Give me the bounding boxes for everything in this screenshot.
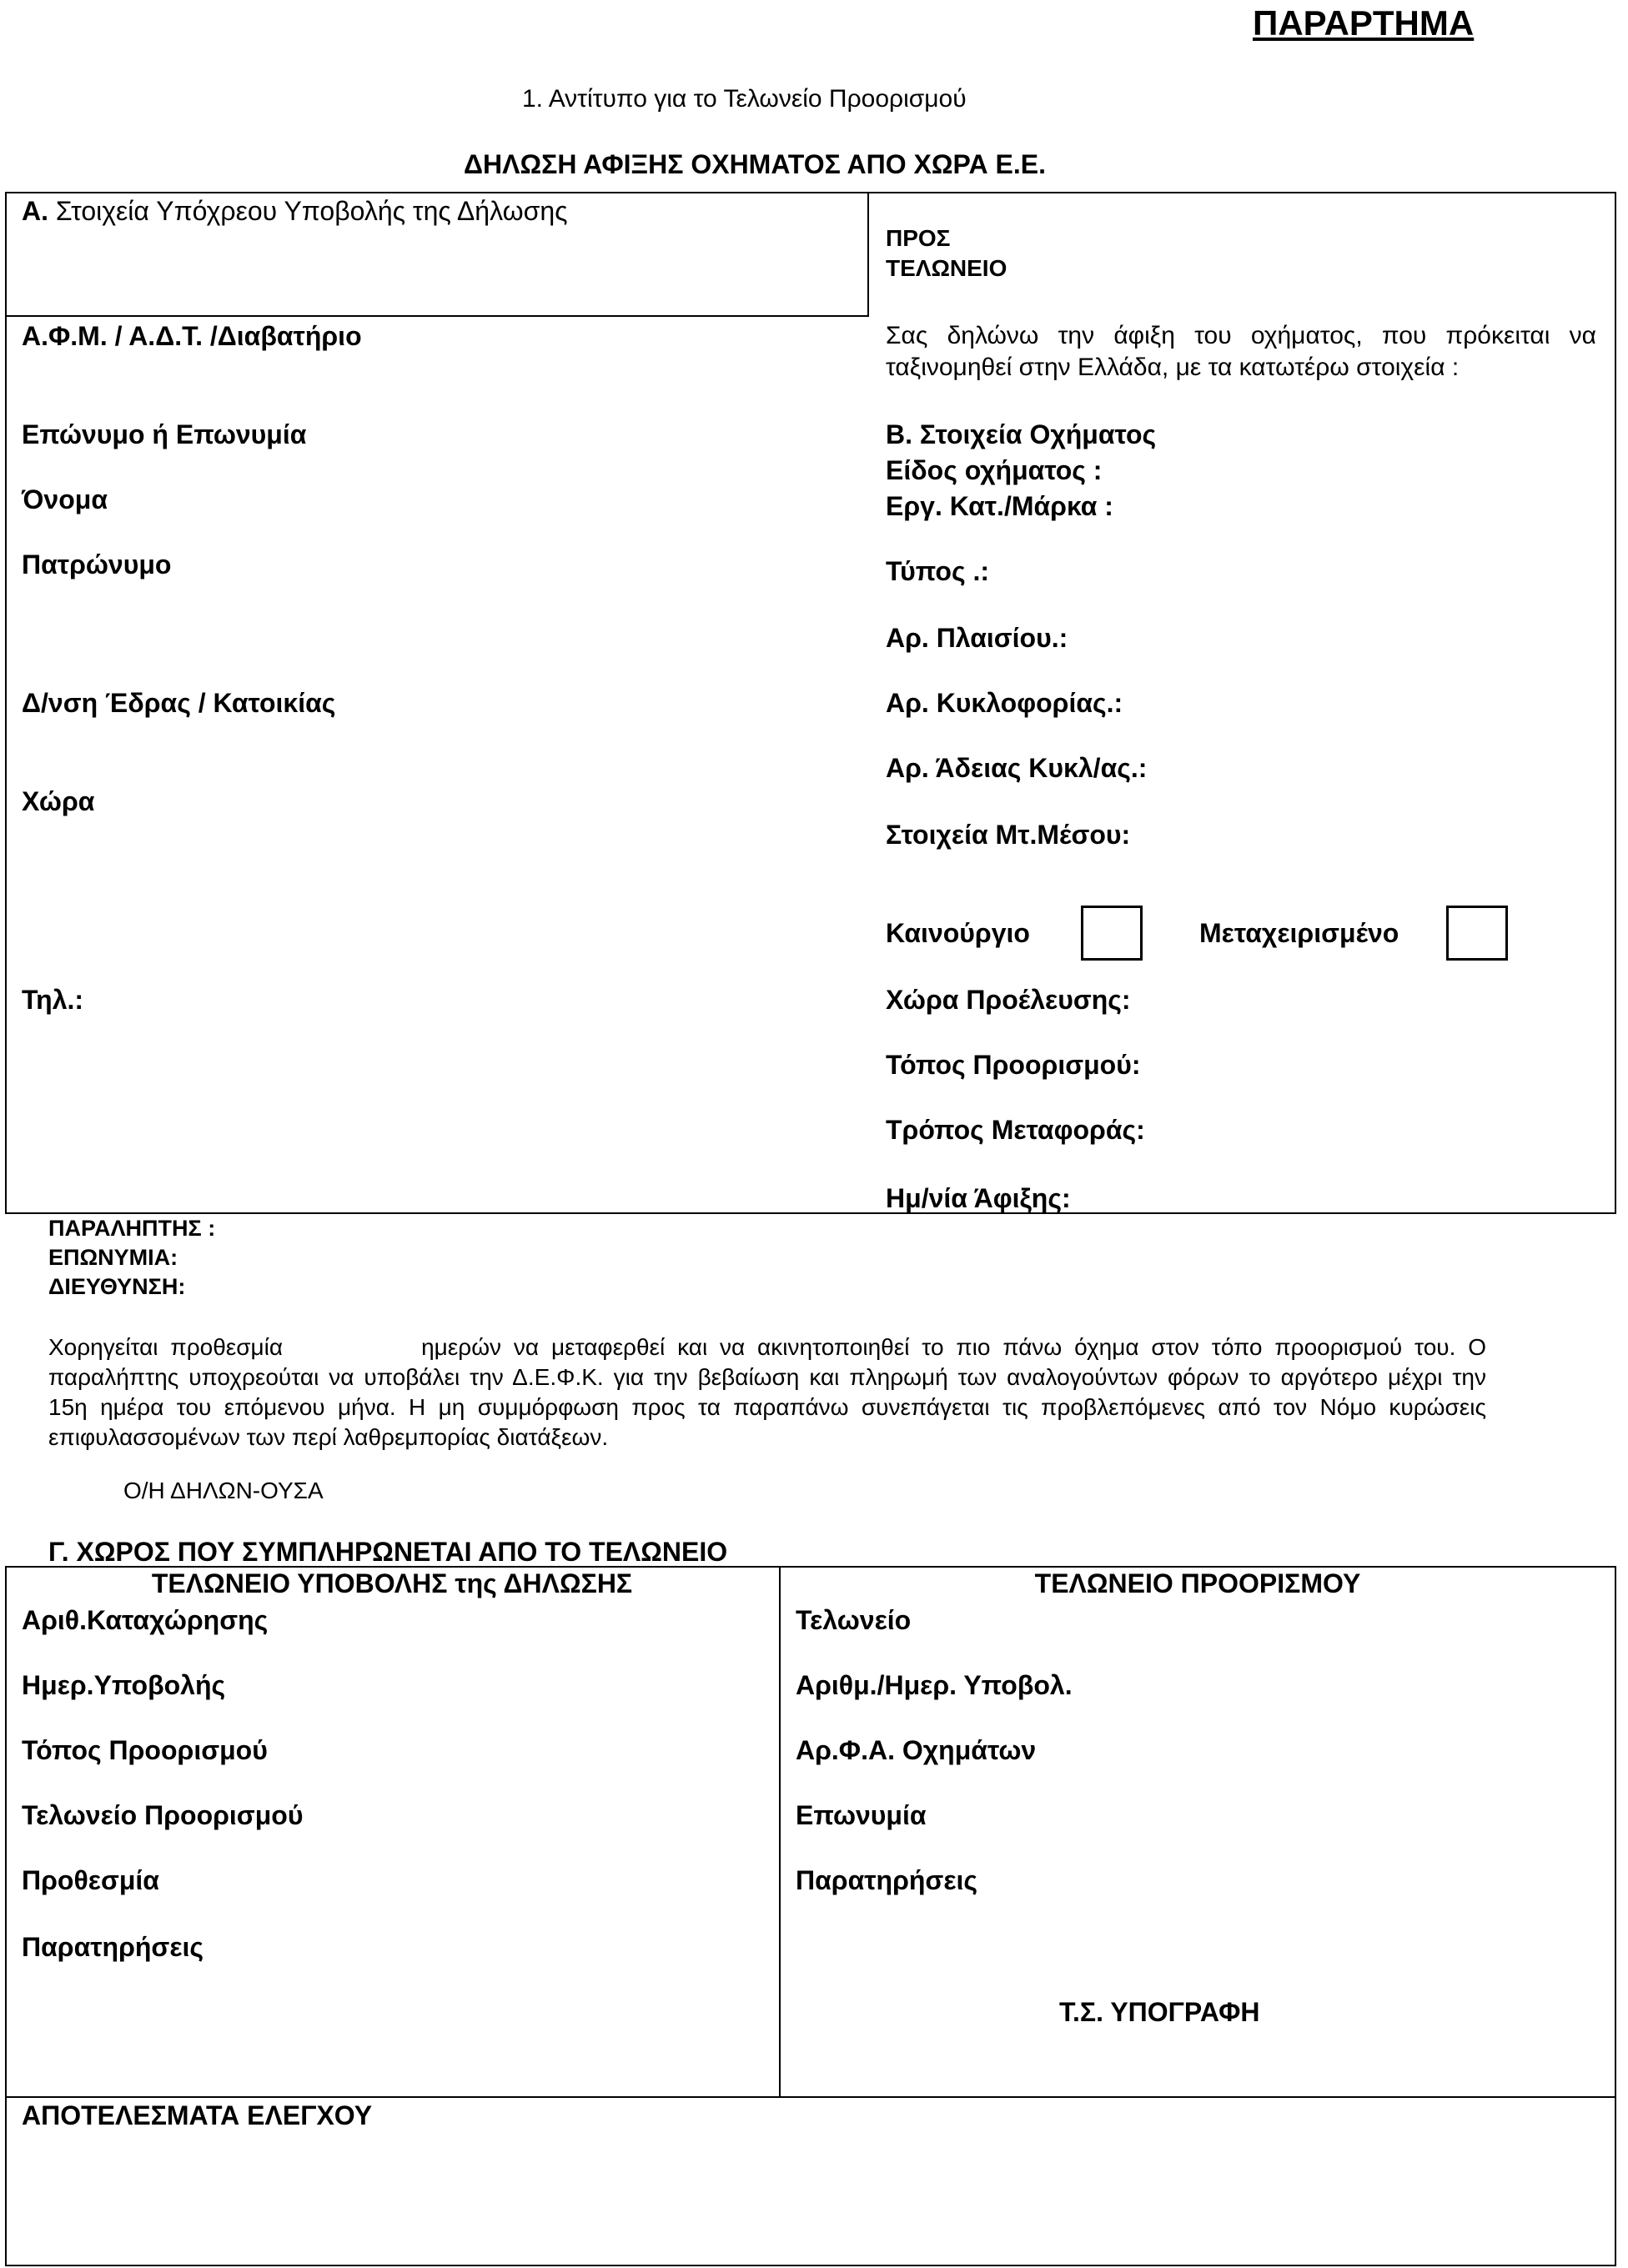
vehicle-kind-label: Είδος οχήματος : [886, 455, 1103, 485]
phone-field-label: Τηλ.: [22, 985, 84, 1015]
section-b-title: Β. Στοιχεία Οχήματος [886, 419, 1157, 449]
section-a-title [22, 195, 568, 227]
office-signature-label: Τ.Σ. ΥΠΟΓΡΑΦΗ [1059, 1997, 1260, 2027]
recipient-label: ΠΑΡΑΛΗΠΤΗΣ : [48, 1216, 216, 1241]
arrival-date-label: Ημ/νία Άφιξης: [886, 1183, 1071, 1213]
father-name-field-label: Πατρώνυμο [22, 549, 172, 580]
to-office-line2: ΤΕΛΩΝΕΙΟ [886, 255, 1007, 281]
copy-label: 1. Αντίτυπο για το Τελωνείο Προορισμού [522, 85, 967, 113]
submission-office-header: ΤΕΛΩΝΕΙΟ ΥΠΟΒΟΛΗΣ της ΔΗΛΩΣΗΣ [151, 1568, 633, 1598]
tax-id-field-label: Α.Φ.Μ. / Α.Δ.Τ. /Διαβατήριο [22, 321, 362, 351]
deadline-paragraph-line1 [48, 1332, 1486, 1362]
customs-frame-bottom-divider [5, 2096, 1616, 2098]
section-a-prefix: Α. [22, 196, 48, 226]
make-label: Εργ. Κατ./Μάρκα : [886, 491, 1113, 521]
name-field-label: Όνομα [22, 484, 108, 514]
deadline-paragraph [48, 1332, 1486, 1453]
company-name-label: Επωνυμία [796, 1800, 927, 1830]
destination-label: Τόπος Προορισμού: [886, 1050, 1141, 1080]
to-office-label [886, 223, 1007, 284]
deadline-paragraph-line2: παραλήπτης υποχρεούται να υποβάλει την Δ.Ε.Φ.Κ. για την βεβαίωση και πληρωμή των αναλογούντων φόρων το αργότερο μέχρι την [48, 1364, 1486, 1390]
submission-date-label: Ημερ.Υποβολής [22, 1670, 226, 1700]
left-remarks-label: Παρατηρήσεις [22, 1932, 204, 1962]
chassis-label: Αρ. Πλαισίου.: [886, 623, 1068, 653]
section-c-title: Γ. ΧΩΡΟΣ ΠΟΥ ΣΥΜΠΛΗΡΩΝΕΤΑΙ ΑΠΟ ΤΟ ΤΕΛΩΝΕΙΟ [48, 1537, 728, 1567]
declaration-text [886, 320, 1596, 384]
right-remarks-label: Παρατηρήσεις [796, 1865, 978, 1895]
declaration-title: ΔΗΛΩΣΗ ΑΦΙΞΗΣ ΟΧΗΜΑΤΟΣ ΑΠΟ ΧΩΡΑ Ε.Ε. [464, 149, 1046, 179]
vehicle-file-no-label: Αρ.Φ.Α. Οχημάτων [796, 1735, 1037, 1765]
country-field-label: Χώρα [22, 786, 95, 816]
declarant-signature-label: Ο/Η ΔΗΛΩΝ-ΟΥΣΑ [123, 1478, 324, 1503]
deadline-paragraph-line3: 15η ημέρα του επόμενου μήνα. Η μη συμμόρφωση προς τα παραπάνω συνεπάγεται τις προβλεπόμενες από τον Νόμο κυρώσεις [48, 1394, 1486, 1420]
declaration-text-line2: ταξινομηθεί στην Ελλάδα, με τα κατωτέρω στοιχεία : [886, 354, 1460, 381]
deadline-label: Προθεσμία [22, 1865, 159, 1895]
registration-no-label: Αριθ.Καταχώρησης [22, 1605, 269, 1635]
recipient-address-label: ΔΙΕΥΘΥΝΣΗ: [48, 1274, 186, 1299]
transport-mode-label: Τρόπος Μεταφοράς: [886, 1115, 1145, 1145]
deadline-suffix: ημερών να μεταφερθεί και να ακινητοποιηθεί το πιο πάνω όχημα στον τόπο προορισμού του. Ο [421, 1334, 1486, 1360]
control-results-label: ΑΠΟΤΕΛΕΣΜΑΤΑ ΕΛΕΓΧΟΥ [22, 2100, 373, 2130]
used-vehicle-checkbox[interactable] [1446, 906, 1508, 961]
office-label: Τελωνείο [796, 1605, 912, 1635]
destination-office-header: ΤΕΛΩΝΕΙΟ ΠΡΟΟΡΙΣΜΟΥ [1034, 1568, 1361, 1598]
deadline-prefix: Χορηγείται προθεσμία [48, 1334, 284, 1360]
license-label: Αρ. Άδειας Κυκλ/ας.: [886, 753, 1148, 783]
recipient-name-label: ΕΠΩΝΥΜΙΑ: [48, 1245, 178, 1270]
new-vehicle-checkbox[interactable] [1081, 906, 1143, 961]
registration-label: Αρ. Κυκλοφορίας.: [886, 688, 1123, 718]
new-vehicle-label: Καινούργιο [886, 918, 1030, 948]
number-date-label: Αριθμ./Ημερ. Υποβολ. [796, 1670, 1073, 1700]
declaration-text-line1: Σας δηλώνω την άφιξη του οχήματος, που πρόκειται να [886, 322, 1596, 349]
address-field-label: Δ/νση Έδρας / Κατοικίας [22, 688, 336, 718]
to-office-line1: ΠΡΟΣ [886, 225, 951, 251]
type-label: Τύπος .: [886, 556, 990, 586]
origin-country-label: Χώρα Προέλευσης: [886, 985, 1131, 1015]
annex-title: ΠΑΡΑΡΤΗΜΑ [1253, 3, 1475, 43]
used-vehicle-label: Μεταχειρισμένο [1199, 918, 1399, 948]
transport-means-label: Στοιχεία Μτ.Μέσου: [886, 820, 1131, 850]
section-a-title-text: Στοιχεία Υπόχρεου Υποβολής της Δήλωσης [48, 196, 568, 226]
recipient-block [48, 1214, 215, 1302]
form-divider-horizontal [5, 315, 869, 317]
customs-frame-divider [779, 1566, 781, 2098]
form-divider-vertical [867, 192, 869, 317]
destination-place-label: Τόπος Προορισμού [22, 1735, 268, 1765]
deadline-paragraph-line4: επιφυλασσομένων των περί λαθρεμπορίας διατάξεων. [48, 1424, 609, 1450]
surname-field-label: Επώνυμο ή Επωνυμία [22, 419, 307, 449]
destination-office-label: Τελωνείο Προορισμού [22, 1800, 304, 1830]
